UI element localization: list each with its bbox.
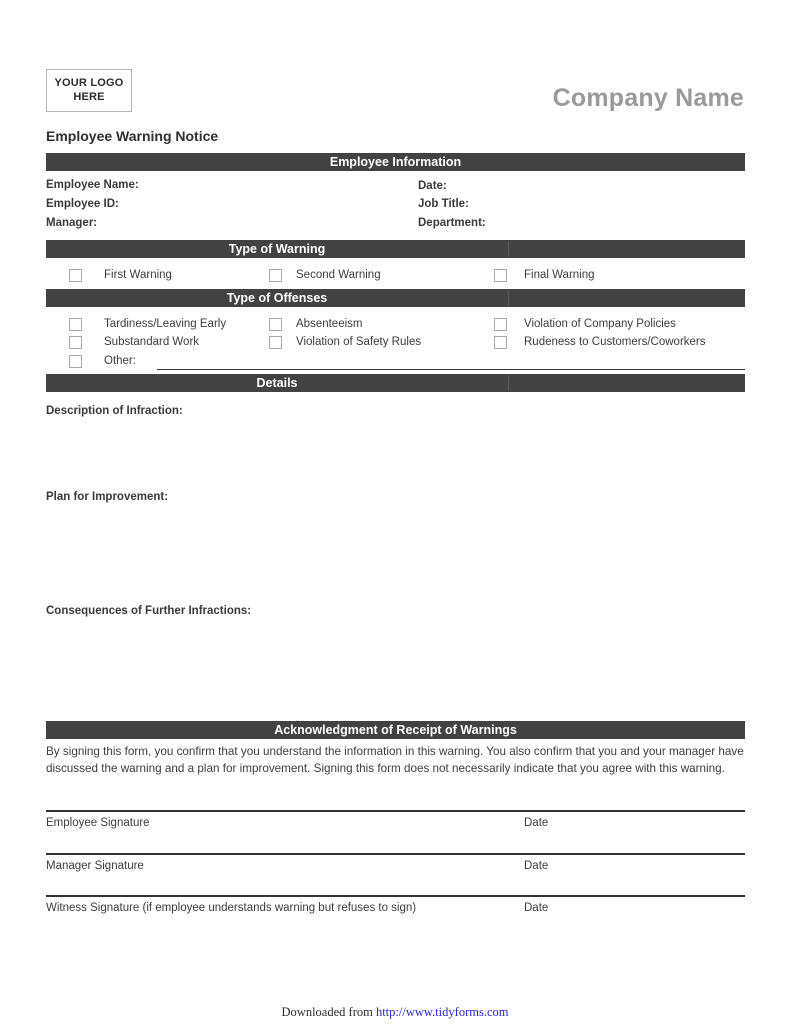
logo-placeholder-box — [46, 69, 132, 112]
checkbox-absenteeism[interactable] — [269, 318, 282, 331]
detail-prompt-description-of-infraction: Description of Infraction: — [46, 405, 183, 417]
page-title: Employee Warning Notice — [46, 128, 219, 144]
section-header-divider — [508, 375, 509, 391]
acknowledgment-body-text: By signing this form, you confirm that you understand the information in this warning. You also confirm that you and your manager have discussed the warning and a plan for improvement. Signing this form does not necessarily indicate that you agree with this warning. — [46, 745, 744, 775]
employee-signature-line[interactable] — [46, 810, 745, 812]
field-label-date: Date: — [418, 180, 447, 192]
checkbox-label-other: Other: — [104, 355, 136, 367]
footer-source-link[interactable]: http://www.tidyforms.com — [375, 1005, 509, 1019]
checkbox-label-final-warning: Final Warning — [524, 269, 595, 281]
checkbox-violation-of-safety-rules[interactable] — [269, 336, 282, 349]
section-header-type-of-offenses-label: Type of Offenses — [226, 291, 328, 305]
section-header-divider — [508, 290, 509, 306]
field-label-employee-id: Employee ID: — [46, 198, 119, 210]
employee-signature-date-label: Date — [524, 817, 549, 829]
checkbox-label-first-warning: First Warning — [104, 269, 172, 281]
section-header-type-of-warning-label: Type of Warning — [228, 242, 326, 256]
field-label-department: Department: — [418, 217, 486, 229]
section-header-details — [46, 374, 745, 392]
field-label-job-title: Job Title: — [418, 198, 469, 210]
witness-signature-line[interactable] — [46, 895, 745, 897]
logo-text-line-2: HERE — [73, 90, 105, 103]
checkbox-second-warning[interactable] — [269, 269, 282, 282]
checkbox-label-substandard-work: Substandard Work — [104, 336, 200, 348]
section-header-divider — [508, 241, 509, 257]
field-label-employee-name: Employee Name: — [46, 179, 139, 191]
field-label-manager: Manager: — [46, 217, 98, 229]
section-header-employee-information-label: Employee Information — [329, 155, 462, 169]
section-header-type-of-warning — [46, 240, 745, 258]
description-of-infraction-input-area[interactable] — [46, 420, 745, 485]
checkbox-label-second-warning: Second Warning — [296, 269, 381, 281]
manager-signature-date-label: Date — [524, 860, 549, 872]
detail-prompt-consequences-of-further-infractions: Consequences of Further Infractions: — [46, 605, 252, 617]
logo-text-line-1: YOUR LOGO — [54, 76, 124, 89]
checkbox-rudeness-to-customers-coworkers[interactable] — [494, 336, 507, 349]
employee-signature-label: Employee Signature — [46, 817, 150, 829]
checkbox-first-warning[interactable] — [69, 269, 82, 282]
witness-signature-label: Witness Signature (if employee understands warning but refuses to sign) — [46, 902, 417, 914]
checkbox-violation-of-company-policies[interactable] — [494, 318, 507, 331]
section-header-details-label: Details — [256, 376, 298, 390]
consequences-of-further-infractions-input-area[interactable] — [46, 620, 745, 715]
witness-signature-date-label: Date — [524, 902, 549, 914]
checkbox-label-tardiness-leaving-early: Tardiness/Leaving Early — [104, 318, 227, 330]
section-header-acknowledgment-label: Acknowledgment of Receipt of Warnings — [274, 723, 517, 737]
footer-prefix-text: Downloaded from — [281, 1005, 376, 1019]
checkbox-substandard-work[interactable] — [69, 336, 82, 349]
checkbox-other[interactable] — [69, 355, 82, 368]
other-offense-input-line[interactable] — [157, 369, 745, 370]
checkbox-label-violation-of-company-policies: Violation of Company Policies — [524, 318, 676, 330]
plan-for-improvement-input-area[interactable] — [46, 506, 745, 601]
manager-signature-label: Manager Signature — [46, 860, 144, 872]
footer — [0, 1005, 790, 1020]
checkbox-label-absenteeism: Absenteeism — [296, 318, 363, 330]
section-header-employee-information — [46, 153, 745, 171]
detail-prompt-plan-for-improvement: Plan for Improvement: — [46, 491, 169, 503]
company-name: Company Name — [552, 84, 744, 112]
checkbox-tardiness-leaving-early[interactable] — [69, 318, 82, 331]
section-header-acknowledgment — [46, 721, 745, 739]
section-header-type-of-offenses — [46, 289, 745, 307]
checkbox-label-violation-of-safety-rules: Violation of Safety Rules — [296, 336, 422, 348]
manager-signature-line[interactable] — [46, 853, 745, 855]
checkbox-label-rudeness-to-customers-coworkers: Rudeness to Customers/Coworkers — [524, 336, 706, 348]
checkbox-final-warning[interactable] — [494, 269, 507, 282]
